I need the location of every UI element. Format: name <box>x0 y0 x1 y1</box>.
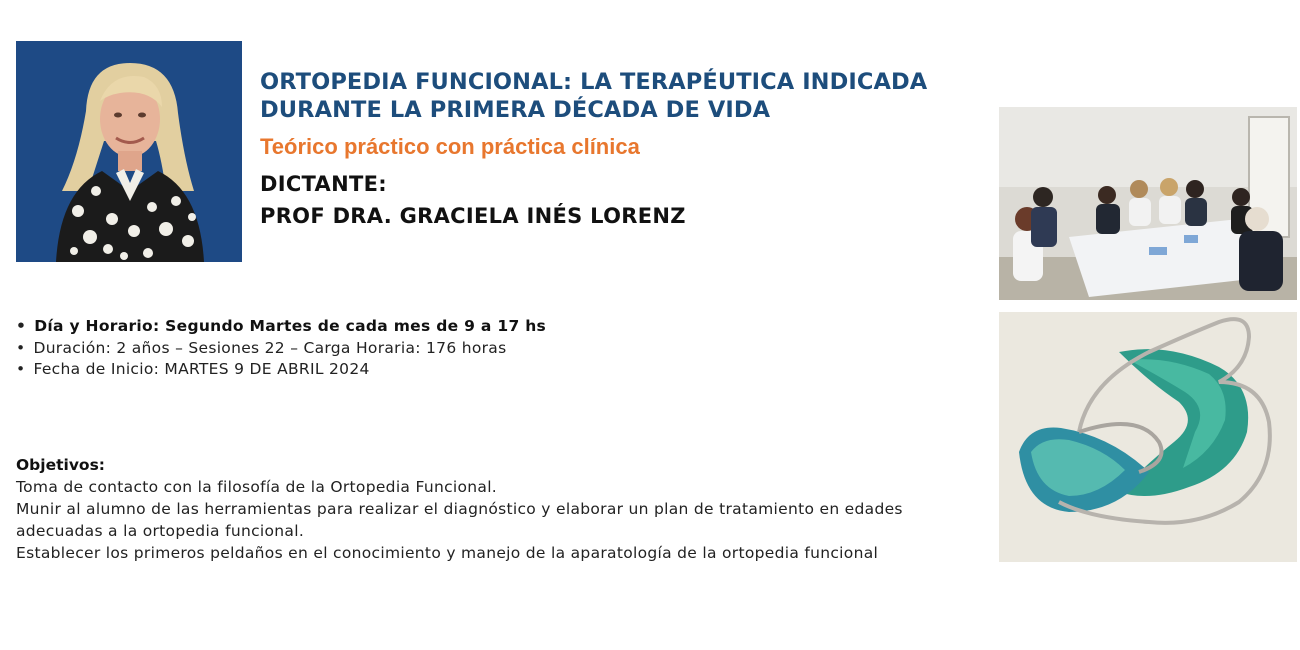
course-subtitle: Teórico práctico con práctica clínica <box>260 134 640 159</box>
lecturer-label: DICTANTE: <box>260 172 387 196</box>
group-class-photo <box>999 107 1297 300</box>
detail-schedule: • Día y Horario: Segundo Martes de cada mes de 9 a 17 hs <box>16 316 546 338</box>
orthodontic-appliance-photo <box>999 312 1297 562</box>
course-title-line-1: ORTOPEDIA FUNCIONAL: LA TERAPÉUTICA INDICADA <box>260 69 928 95</box>
objective-item: Toma de contacto con la filosofía de la Ortopedia Funcional. <box>16 478 498 496</box>
course-title-line-2: DURANTE LA PRIMERA DÉCADA DE VIDA <box>260 97 771 123</box>
lecturer-portrait <box>16 41 242 262</box>
detail-duration: • Duración: 2 años – Sesiones 22 – Carga Horaria: 176 horas <box>16 338 546 360</box>
objective-item: Establecer los primeros peldaños en el conocimiento y manejo de la aparatología de la ortopedia funcional <box>16 544 879 562</box>
course-header <box>260 68 990 228</box>
lecturer-name: PROF DRA. GRACIELA INÉS LORENZ <box>260 204 686 228</box>
course-details-list <box>16 316 546 381</box>
detail-start-date: • Fecha de Inicio: MARTES 9 DE ABRIL 2024 <box>16 359 546 381</box>
course-title <box>260 68 990 124</box>
objective-item: Munir al alumno de las herramientas para realizar el diagnóstico y elaborar un plan de tratamiento en edades adecuadas a la ortopedia funcional. <box>16 500 903 540</box>
lecturer-portrait-image <box>16 41 242 262</box>
objectives-title: Objetivos: <box>16 456 105 474</box>
orthodontic-appliance-image <box>999 312 1297 562</box>
objectives-section <box>16 454 976 564</box>
group-class-photo-image <box>999 107 1297 300</box>
